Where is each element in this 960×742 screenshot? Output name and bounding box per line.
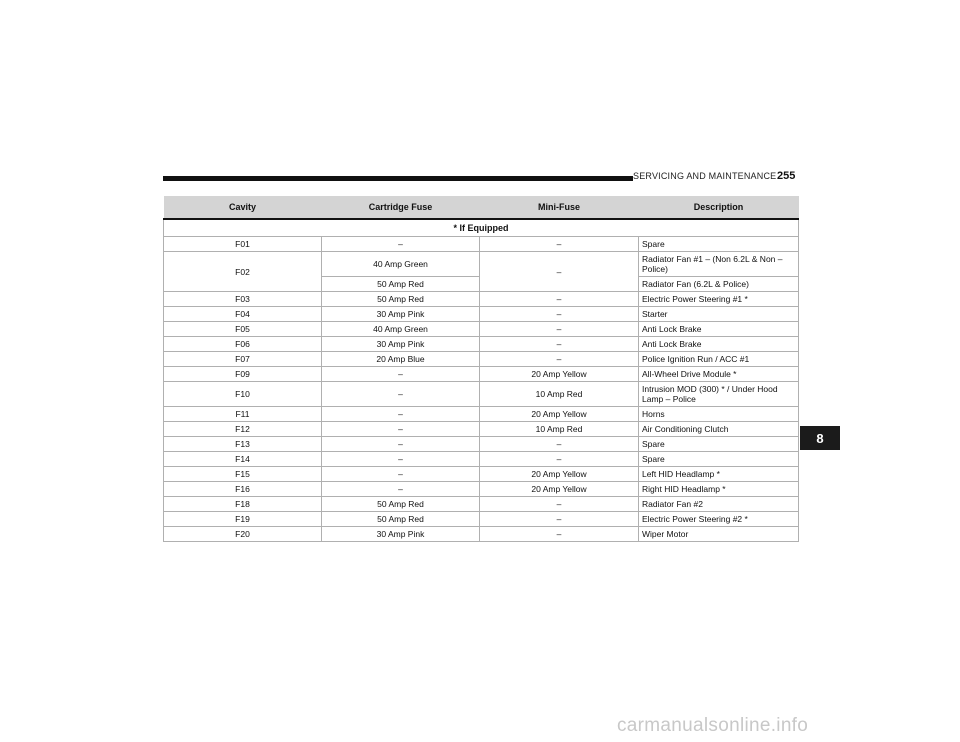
cavity-cell: F15 [164, 467, 322, 482]
mini-fuse-cell: – [480, 322, 639, 337]
cartridge-fuse-cell: – [322, 452, 480, 467]
table-row [164, 482, 799, 497]
mini-fuse-cell: – [480, 497, 639, 512]
mini-fuse-cell: – [480, 252, 639, 292]
cartridge-fuse-cell: – [322, 437, 480, 452]
cavity-cell: F07 [164, 352, 322, 367]
cavity-cell: F12 [164, 422, 322, 437]
cavity-cell: F11 [164, 407, 322, 422]
description-cell: Spare [639, 237, 799, 252]
table-row [164, 337, 799, 352]
cavity-cell: F09 [164, 367, 322, 382]
table-row [164, 422, 799, 437]
description-cell: Left HID Headlamp * [639, 467, 799, 482]
cartridge-fuse-cell: 20 Amp Blue [322, 352, 480, 367]
if-equipped-note: * If Equipped [164, 219, 799, 237]
table-row [164, 252, 799, 277]
cavity-cell: F20 [164, 527, 322, 542]
cavity-cell: F13 [164, 437, 322, 452]
mini-fuse-cell: 20 Amp Yellow [480, 482, 639, 497]
description-cell: Wiper Motor [639, 527, 799, 542]
chapter-tab: 8 [800, 426, 840, 450]
column-header-cavity: Cavity [164, 196, 322, 219]
cavity-cell: F14 [164, 452, 322, 467]
mini-fuse-cell: – [480, 452, 639, 467]
mini-fuse-cell: – [480, 292, 639, 307]
mini-fuse-cell: – [480, 352, 639, 367]
mini-fuse-cell: 10 Amp Red [480, 382, 639, 407]
description-cell: Radiator Fan #1 – (Non 6.2L & Non – Police) [639, 252, 799, 277]
fuse-table [163, 196, 799, 542]
description-cell: Radiator Fan #2 [639, 497, 799, 512]
table-header-row [164, 196, 799, 219]
table-row [164, 322, 799, 337]
mini-fuse-cell: – [480, 527, 639, 542]
page-number: 255 [777, 170, 796, 182]
table-row [164, 512, 799, 527]
cartridge-fuse-cell: – [322, 367, 480, 382]
table-row [164, 352, 799, 367]
cartridge-fuse-cell: 30 Amp Pink [322, 527, 480, 542]
cartridge-fuse-cell: 40 Amp Green [322, 252, 480, 277]
table-row [164, 527, 799, 542]
cavity-cell: F19 [164, 512, 322, 527]
cavity-cell: F10 [164, 382, 322, 407]
cavity-cell: F18 [164, 497, 322, 512]
description-cell: Electric Power Steering #1 * [639, 292, 799, 307]
table-row [164, 382, 799, 407]
mini-fuse-cell: 20 Amp Yellow [480, 367, 639, 382]
description-cell: Anti Lock Brake [639, 322, 799, 337]
cartridge-fuse-cell: – [322, 482, 480, 497]
table-row [164, 307, 799, 322]
header-rule [163, 176, 633, 181]
column-header-cartridge-fuse: Cartridge Fuse [322, 196, 480, 219]
description-cell: Electric Power Steering #2 * [639, 512, 799, 527]
if-equipped-row [164, 219, 799, 237]
cavity-cell: F06 [164, 337, 322, 352]
cavity-cell: F02 [164, 252, 322, 292]
mini-fuse-cell: – [480, 437, 639, 452]
table-row [164, 437, 799, 452]
mini-fuse-cell: – [480, 237, 639, 252]
mini-fuse-cell: – [480, 307, 639, 322]
description-cell: Radiator Fan (6.2L & Police) [639, 277, 799, 292]
description-cell: Right HID Headlamp * [639, 482, 799, 497]
column-header-mini-fuse: Mini-Fuse [480, 196, 639, 219]
table-row [164, 467, 799, 482]
cavity-cell: F16 [164, 482, 322, 497]
table-row [164, 367, 799, 382]
cavity-cell: F05 [164, 322, 322, 337]
cartridge-fuse-cell: 30 Amp Pink [322, 307, 480, 322]
cartridge-fuse-cell: 50 Amp Red [322, 497, 480, 512]
mini-fuse-cell: 10 Amp Red [480, 422, 639, 437]
description-cell: Spare [639, 437, 799, 452]
table-row [164, 292, 799, 307]
mini-fuse-cell: – [480, 512, 639, 527]
mini-fuse-cell: – [480, 337, 639, 352]
watermark: carmanualsonline.info [617, 715, 809, 736]
section-title: SERVICING AND MAINTENANCE [633, 171, 777, 181]
table-row [164, 407, 799, 422]
description-cell: Starter [639, 307, 799, 322]
cartridge-fuse-cell: – [322, 467, 480, 482]
cavity-cell: F03 [164, 292, 322, 307]
cartridge-fuse-cell: 50 Amp Red [322, 277, 480, 292]
cartridge-fuse-cell: – [322, 237, 480, 252]
description-cell: Police Ignition Run / ACC #1 [639, 352, 799, 367]
mini-fuse-cell: 20 Amp Yellow [480, 467, 639, 482]
description-cell: Spare [639, 452, 799, 467]
cartridge-fuse-cell: 50 Amp Red [322, 512, 480, 527]
table-row [164, 497, 799, 512]
table-row [164, 452, 799, 467]
cartridge-fuse-cell: – [322, 422, 480, 437]
cartridge-fuse-cell: 30 Amp Pink [322, 337, 480, 352]
description-cell: Air Conditioning Clutch [639, 422, 799, 437]
cartridge-fuse-cell: 40 Amp Green [322, 322, 480, 337]
description-cell: Intrusion MOD (300) * / Under Hood Lamp – Police [639, 382, 799, 407]
cavity-cell: F01 [164, 237, 322, 252]
cavity-cell: F04 [164, 307, 322, 322]
column-header-description: Description [639, 196, 799, 219]
mini-fuse-cell: 20 Amp Yellow [480, 407, 639, 422]
table-row [164, 237, 799, 252]
cartridge-fuse-cell: – [322, 382, 480, 407]
cartridge-fuse-cell: 50 Amp Red [322, 292, 480, 307]
description-cell: Anti Lock Brake [639, 337, 799, 352]
description-cell: Horns [639, 407, 799, 422]
cartridge-fuse-cell: – [322, 407, 480, 422]
description-cell: All-Wheel Drive Module * [639, 367, 799, 382]
